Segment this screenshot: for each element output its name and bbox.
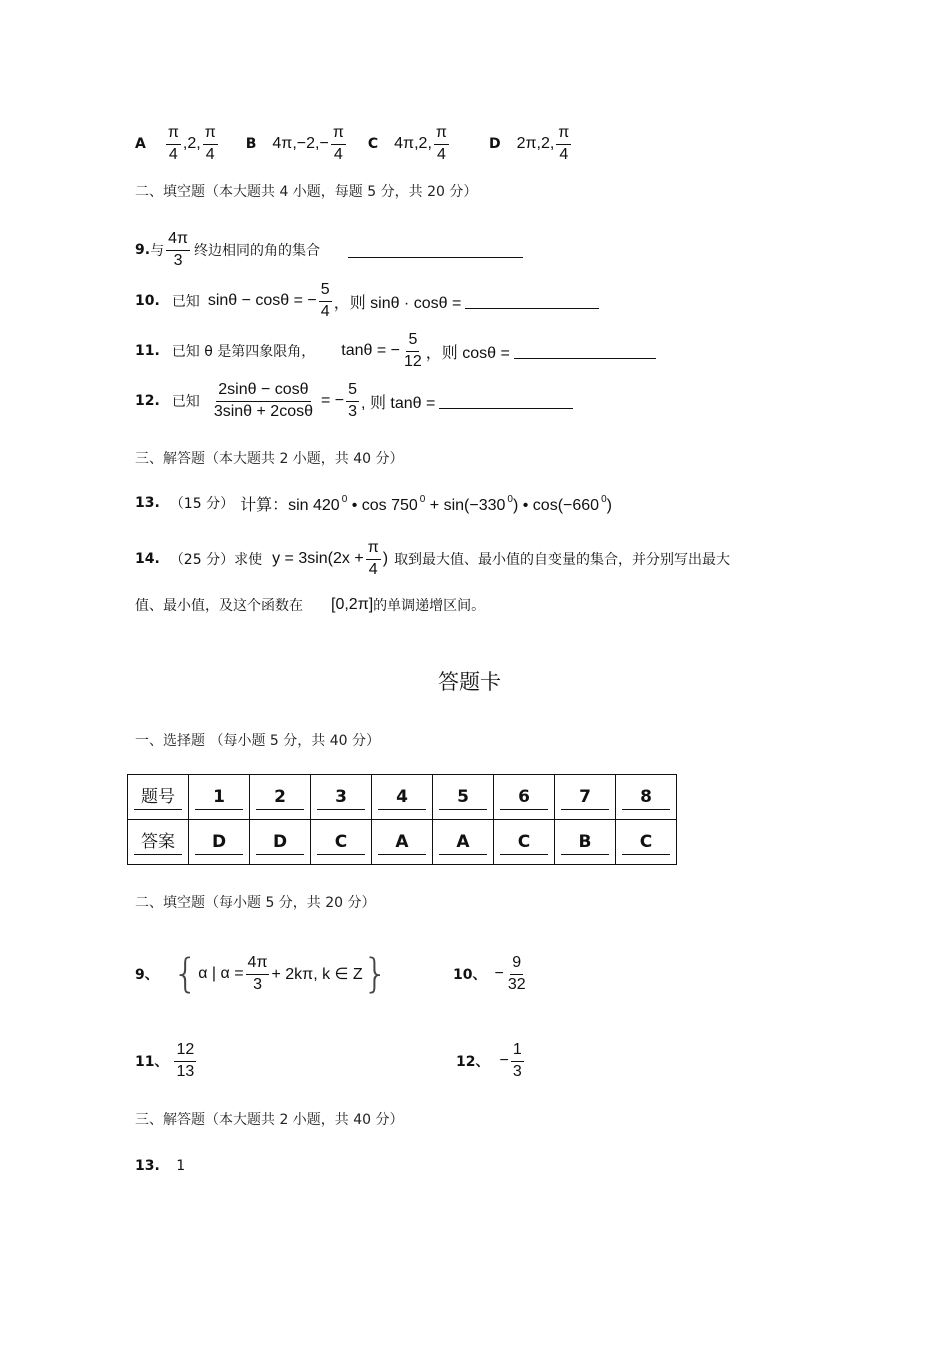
ans-section3-title: 三、解答题（本大题共 2 小题，共 40 分） [135,1112,404,1128]
answer-table-cell: D [189,820,250,865]
q11-post: ，则 cosθ = [425,344,510,362]
a10-label: 10、 [453,967,487,983]
answer-table-cell: D [250,820,311,865]
answer-13 [135,1158,185,1174]
answer-table-cell: C [311,820,372,865]
q9-label: 9. [135,242,151,258]
q10-pre: 已知 [171,294,200,310]
q12-fraction: $\frac{2\sin\theta - \cos\theta}{3\sin\theta + 2\cos\theta}$ [213,381,313,420]
question-9 [135,228,523,272]
q10-expr: sinθ − cosθ = − [207,292,317,309]
answer-table-cell: A [433,820,494,865]
a12-label: 12、 [456,1054,490,1070]
left-brace-icon: { [172,951,199,997]
q13-score: （15 分） [169,496,235,512]
q10-label: 10. [135,293,160,309]
answer-table-number: 6 [494,775,555,820]
answer-12 [456,1037,526,1085]
question-13 [135,490,612,516]
q12-eq: = − [321,392,345,409]
answer-9 [135,950,388,998]
option-a-label: A [135,136,146,152]
q11-pre: 已知 θ 是第四象限角， [171,344,316,360]
q9-answer-blank[interactable] [348,243,523,258]
a11-label: 11、 [135,1054,169,1070]
answer-table-number: 7 [555,775,616,820]
option-b-label: B [245,136,257,152]
q14-interval: [0,2π] [331,596,374,613]
a13-label: 13. [135,1158,160,1174]
right-brace-icon: } [362,951,389,997]
question-12 [135,377,573,425]
a9-pre: α | α = [198,965,244,982]
q14-text2a: 值、最小值，及这个函数在 [135,598,303,614]
answer-table-number: 1 [189,775,250,820]
q12-result-fraction: $\frac{5}{3}$ [348,381,358,420]
a12-fraction: $\frac{1}{3}$ [512,1041,522,1080]
section2-title: 二、填空题（本大题共 4 小题，每题 5 分，共 20 分） [135,184,478,200]
answer-11 [135,1037,198,1085]
a10-fraction: $\frac{9}{32}$ [507,954,526,993]
question-14 [135,536,730,582]
ans-section2-title: 二、填空题（每小题 5 分，共 20 分） [135,895,376,911]
a11-fraction: $\frac{12}{13}$ [176,1041,195,1080]
q13-expr: 计算：sin 420 $^0$ • cos 750 $^0$ + sin(−330 $^0$) • cos(−660 $^0$) [240,493,612,514]
a9-label: 9、 [135,967,159,983]
a9-fraction: $\frac{4\pi}{3}$ [247,954,268,993]
q12-post: , 则 tanθ = [361,394,436,412]
option-d-label: D [488,136,501,152]
q12-pre: 已知 [171,394,200,410]
a13-text: 1 [176,1158,186,1174]
answer-table-header-label: 题号 [128,775,189,820]
option-c-expr: 4π,2, $\frac{\pi}{4}$ [394,124,447,163]
q8-options [135,122,573,166]
q11-answer-blank[interactable] [514,344,656,359]
q11-label: 11. [135,343,160,359]
answer-table-header-row [128,775,677,820]
q13-label: 13. [135,495,160,511]
q14-expr-a: y = 3sin(2x + [272,550,364,567]
q12-label: 12. [135,393,160,409]
option-c-label: C [367,136,379,152]
q14-expr-b: ) [382,550,389,567]
q10-fraction: $\frac{5}{4}$ [320,281,330,320]
q11-fraction: $\frac{5}{12}$ [404,331,422,370]
section3-title: 三、解答题（本大题共 2 小题，共 40 分） [135,451,404,467]
q10-post: ，则 sinθ · cosθ = [333,294,462,312]
q9-pre: 与 [150,243,165,259]
answer-table-answer-label: 答案 [128,820,189,865]
answer-table-cell: B [555,820,616,865]
a9-post: + 2kπ, k ∈ Z [271,966,363,983]
q9-fraction: $\frac{4\pi}{3}$ [168,230,188,269]
answer-table-cell: C [494,820,555,865]
answer-table-number: 2 [250,775,311,820]
option-a-expr: $\frac{\pi}{4}$ ,2, $\frac{\pi}{4}$ [167,124,216,163]
a10-sign: − [494,965,504,982]
q14-text2b: 的单调递增区间。 [373,598,486,614]
answer-table-number: 4 [372,775,433,820]
q14-text1: 取到最大值、最小值的自变量的集合，并分别写出最大 [394,552,731,568]
ans-section1-title: 一、选择题 （每小题 5 分，共 40 分） [135,733,380,749]
answer-10 [453,950,530,998]
q11-expr: tanθ = − [341,342,400,359]
q14-label: 14. [135,551,160,567]
q14-fraction: $\frac{\pi}{4}$ [367,539,379,578]
q9-text: 终边相同的角的集合 [194,243,320,259]
answer-card-title: 答题卡 [438,670,501,694]
answer-table-answer-row [128,820,677,865]
q14-score: （25 分）求使 [169,552,263,568]
answer-table-cell: A [372,820,433,865]
option-d-expr: 2π,2, $\frac{\pi}{4}$ [516,124,570,163]
question-14-line2 [135,592,485,618]
answer-table-number: 5 [433,775,494,820]
question-10 [135,278,599,324]
a12-sign: − [499,1052,509,1069]
answer-table-number: 3 [311,775,372,820]
answer-table-cell: C [616,820,677,865]
q12-answer-blank[interactable] [439,394,573,409]
q10-answer-blank[interactable] [465,294,599,309]
question-11 [135,328,656,374]
answer-table [127,774,677,865]
option-b-expr: 4π,−2,− $\frac{\pi}{4}$ [272,124,344,163]
answer-table-number: 8 [616,775,677,820]
